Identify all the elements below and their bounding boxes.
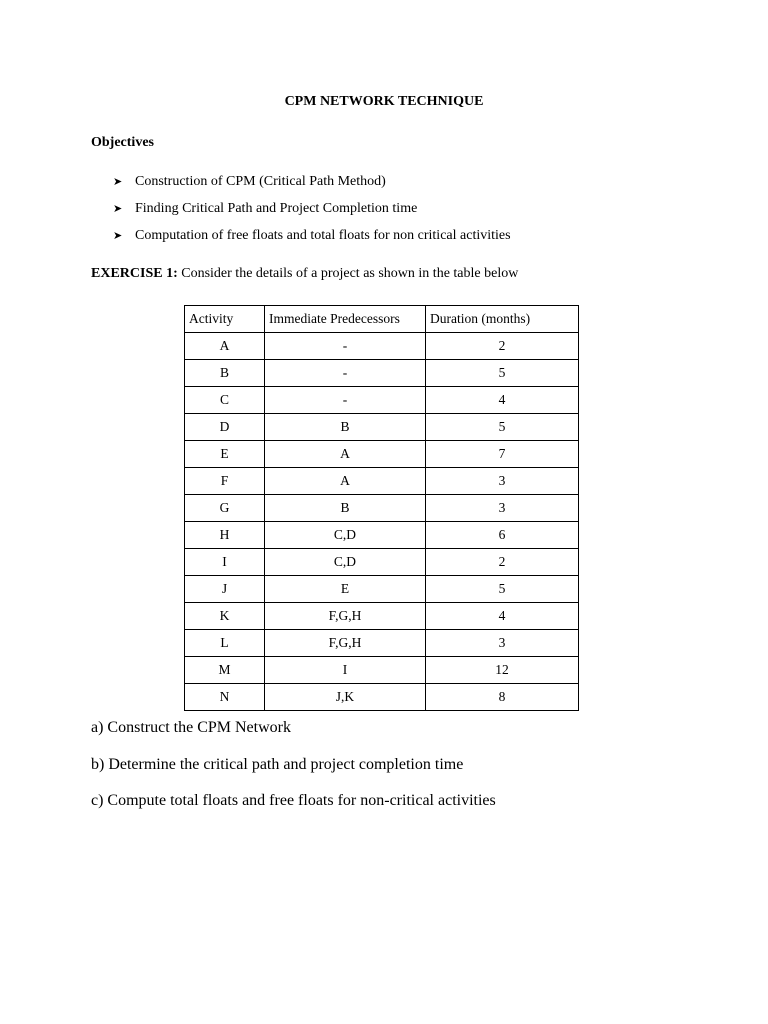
column-header-predecessors: Immediate Predecessors <box>265 306 426 333</box>
cell-predecessors: - <box>265 333 426 360</box>
exercise-label: EXERCISE 1: <box>91 266 178 281</box>
activity-table <box>184 305 579 711</box>
cell-duration: 3 <box>426 495 579 522</box>
cell-duration: 4 <box>426 387 579 414</box>
cell-duration: 3 <box>426 630 579 657</box>
cell-duration: 2 <box>426 333 579 360</box>
objective-text: Computation of free floats and total floats for non critical activities <box>135 228 511 243</box>
question-a: a) Construct the CPM Network <box>91 719 291 736</box>
question-b: b) Determine the critical path and project completion time <box>91 756 464 773</box>
table-row <box>185 441 579 468</box>
table-row <box>185 387 579 414</box>
cell-duration: 3 <box>426 468 579 495</box>
table-row <box>185 414 579 441</box>
arrowhead-bullet-icon: ➤ <box>113 230 123 242</box>
cell-activity: I <box>185 549 265 576</box>
cell-predecessors: - <box>265 360 426 387</box>
table-body <box>185 333 579 711</box>
cell-activity: N <box>185 684 265 711</box>
table-row <box>185 495 579 522</box>
cell-predecessors: J,K <box>265 684 426 711</box>
table-row <box>185 630 579 657</box>
exercise-text: Consider the details of a project as shown in the table below <box>177 266 519 281</box>
cell-activity: A <box>185 333 265 360</box>
table-row <box>185 468 579 495</box>
cell-predecessors: C,D <box>265 549 426 576</box>
cell-activity: H <box>185 522 265 549</box>
table-row <box>185 522 579 549</box>
cell-predecessors: B <box>265 495 426 522</box>
cell-duration: 5 <box>426 414 579 441</box>
cell-predecessors: E <box>265 576 426 603</box>
document-title: CPM NETWORK TECHNIQUE <box>284 94 484 109</box>
arrowhead-bullet-icon: ➤ <box>113 203 123 215</box>
objectives-list <box>113 173 511 254</box>
table-row <box>185 684 579 711</box>
column-header-duration: Duration (months) <box>426 306 579 333</box>
cell-activity: F <box>185 468 265 495</box>
arrowhead-bullet-icon: ➤ <box>113 176 123 188</box>
cell-duration: 2 <box>426 549 579 576</box>
cell-duration: 5 <box>426 576 579 603</box>
objective-item <box>113 200 511 218</box>
cell-duration: 7 <box>426 441 579 468</box>
objectives-heading: Objectives <box>91 135 154 150</box>
table-row <box>185 603 579 630</box>
cell-activity: E <box>185 441 265 468</box>
cell-activity: M <box>185 657 265 684</box>
objective-text: Construction of CPM (Critical Path Method) <box>135 174 386 189</box>
table-header-row <box>185 306 579 333</box>
cell-activity: G <box>185 495 265 522</box>
cell-predecessors: F,G,H <box>265 603 426 630</box>
column-header-activity: Activity <box>185 306 265 333</box>
cell-activity: K <box>185 603 265 630</box>
cell-duration: 6 <box>426 522 579 549</box>
cell-duration: 4 <box>426 603 579 630</box>
table-row <box>185 576 579 603</box>
cell-activity: L <box>185 630 265 657</box>
cell-predecessors: F,G,H <box>265 630 426 657</box>
exercise-statement <box>91 265 518 283</box>
table-row <box>185 360 579 387</box>
cell-predecessors: A <box>265 441 426 468</box>
cell-predecessors: B <box>265 414 426 441</box>
cell-duration: 12 <box>426 657 579 684</box>
cell-duration: 5 <box>426 360 579 387</box>
cell-activity: C <box>185 387 265 414</box>
table-row <box>185 333 579 360</box>
objective-item <box>113 227 511 245</box>
table-row <box>185 549 579 576</box>
question-c: c) Compute total floats and free floats for non-critical activities <box>91 792 496 809</box>
cell-predecessors: - <box>265 387 426 414</box>
cell-predecessors: I <box>265 657 426 684</box>
table-row <box>185 657 579 684</box>
cell-predecessors: C,D <box>265 522 426 549</box>
cell-activity: D <box>185 414 265 441</box>
cell-predecessors: A <box>265 468 426 495</box>
cell-activity: J <box>185 576 265 603</box>
objective-item <box>113 173 511 191</box>
cell-activity: B <box>185 360 265 387</box>
objective-text: Finding Critical Path and Project Completion time <box>135 201 418 216</box>
cell-duration: 8 <box>426 684 579 711</box>
